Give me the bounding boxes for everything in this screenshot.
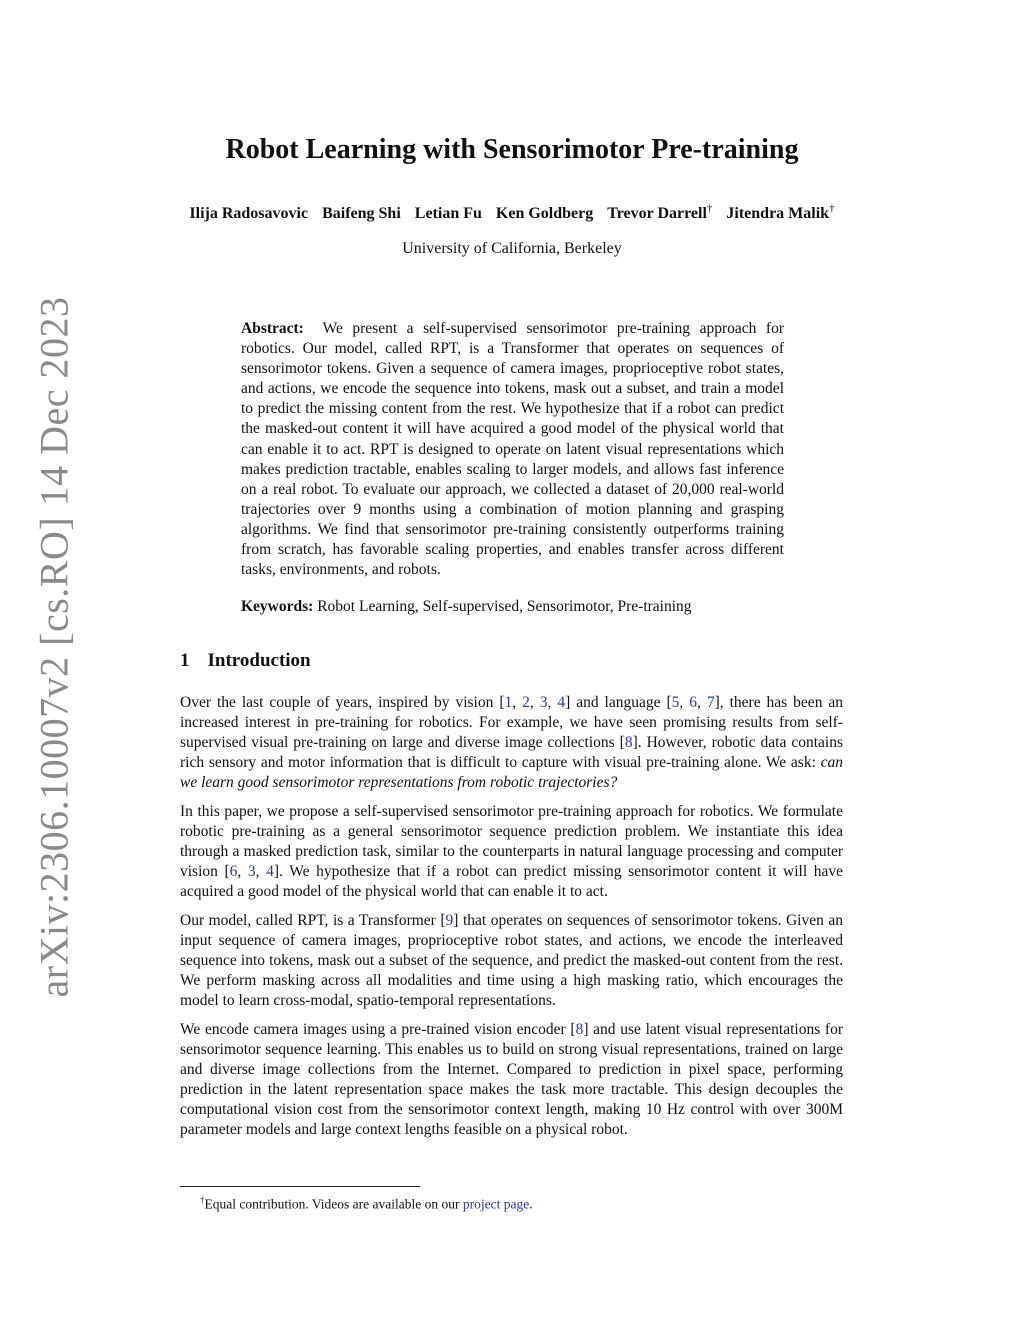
- citation-link[interactable]: 8: [624, 734, 633, 751]
- citation-link[interactable]: 4: [557, 694, 566, 711]
- citation-link[interactable]: 9: [445, 912, 454, 929]
- author-goldberg: Ken Goldberg: [495, 205, 594, 223]
- abstract: [241, 319, 784, 580]
- abstract-text: We present a self-supervised sensorimotor pre-training approach for robotics. Our model, called RPT, is a Transformer that operates on sequences of sensorimotor tokens. Given a sequence of camera images, proprioceptive robot states, and actions, we encode the sequence into tokens, mask out a subset, and train a model to predict the missing content from the rest. We hypothesize that if a robot can predict the masked-out content it will have acquired a good model of the physical world that can enable it to act. RPT is designed to operate on latent visual representations which makes prediction tractable, enables scaling to larger models, and allows fast inference on a real robot. To evaluate our approach, we collected a dataset of 20,000 real-world trajectories over 9 months using a combination of motion planning and grasping algorithms. We find that sensorimotor pre-training consistently outperforms training from scratch, has favorable scaling properties, and enables transfer across different tasks, environments, and robots.: [241, 320, 784, 579]
- paper-title: Robot Learning with Sensorimotor Pre-training: [225, 134, 799, 165]
- paragraph-3: Our model, called RPT, is a Transformer [9] that operates on sequences of sensorimotor tokens. Given an input sequence of camera images, proprioceptive robot states, and actions, we encode the interleaved sequence into tokens, mask out a subset of the sequence, and predict the masked-out content from the rest. We perform masking across all modalities and time using a high masking ratio, which encourages the model to learn cross-modal, spatio-temporal representations.: [180, 912, 843, 1009]
- citation-link[interactable]: 1: [504, 694, 513, 711]
- author-radosavovic: Ilija Radosavovic: [189, 205, 309, 223]
- introduction-body: [180, 693, 843, 1149]
- citation-link[interactable]: 6: [689, 694, 697, 711]
- citation-link[interactable]: 5: [671, 694, 680, 711]
- affiliation: University of California, Berkeley: [402, 240, 622, 257]
- paragraph-2: In this paper, we propose a self-supervised sensorimotor pre-training approach for robotics. We formulate robotic pre-training as a general sensorimotor sequence prediction problem. We instantiate this idea through a masked prediction task, similar to the counterparts in natural language processing and computer vision [6, 3, 4]. We hypothesize that if a robot can predict missing sensorimotor content it will have acquired a good model of the physical world that can enable it to act.: [180, 803, 844, 900]
- citation-link[interactable]: 7: [706, 694, 715, 711]
- footnote-mark: †: [200, 1195, 205, 1205]
- section-heading-introduction: [180, 650, 311, 672]
- section-title: Introduction: [207, 650, 311, 671]
- paragraph-1: Over the last couple of years, inspired by vision [1, 2, 3, 4] and language [5, 6, 7], there has been an increased interest in pre-training for robotics. For example, we have seen promising results from self-supervised visual pre-training on large and diverse image collections [8]. However, robotic data contains rich sensory and motor information that is difficult to capture with visual pre-training alone. We ask: can we learn good sensorimotor representations from robotic trajectories?: [180, 694, 844, 791]
- citation-link[interactable]: 4: [266, 863, 274, 880]
- paragraph-4: We encode camera images using a pre-trained vision encoder [8] and use latent visual representations for sensorimotor sequence learning. This enables us to build on strong visual representations, trained on large and diverse image collections from the Internet. Compared to prediction in pixel space, performing prediction in the latent representation space makes the task more tractable. This design decouples the computational vision cost from the sensorimotor context length, making 10 Hz control with over 300M parameter models and large context lengths feasible on a physical robot.: [180, 1021, 843, 1138]
- author-malik: Jitendra Malik†: [726, 203, 835, 223]
- citation-link[interactable]: 3: [247, 863, 256, 880]
- author-fu: Letian Fu: [414, 205, 482, 223]
- keywords-text: Robot Learning, Self-supervised, Sensorimotor, Pre-training: [317, 598, 692, 615]
- research-question: can we learn good sensorimotor representations from robotic trajectories?: [180, 754, 843, 791]
- citation-link[interactable]: 8: [575, 1021, 584, 1038]
- arxiv-identifier-stamp: arXiv:2306.10007v2 [cs.RO] 14 Dec 2023: [31, 296, 77, 998]
- author-shi: Baifeng Shi: [322, 205, 401, 223]
- author-darrell: Trevor Darrell†: [607, 203, 713, 223]
- citation-link[interactable]: 6: [229, 863, 238, 880]
- abstract-label: Abstract:: [241, 320, 304, 337]
- citation-link[interactable]: 3: [539, 694, 548, 711]
- project-page-link[interactable]: project page: [462, 1196, 530, 1212]
- keywords-label: Keywords:: [241, 598, 314, 615]
- section-number: 1: [180, 650, 190, 671]
- keywords: [241, 597, 801, 617]
- citation-link[interactable]: 2: [522, 694, 530, 711]
- footnote: †Equal contribution. Videos are available on our project page.: [200, 1195, 533, 1212]
- author-list: [0, 203, 1024, 223]
- footnote-divider: [180, 1186, 420, 1187]
